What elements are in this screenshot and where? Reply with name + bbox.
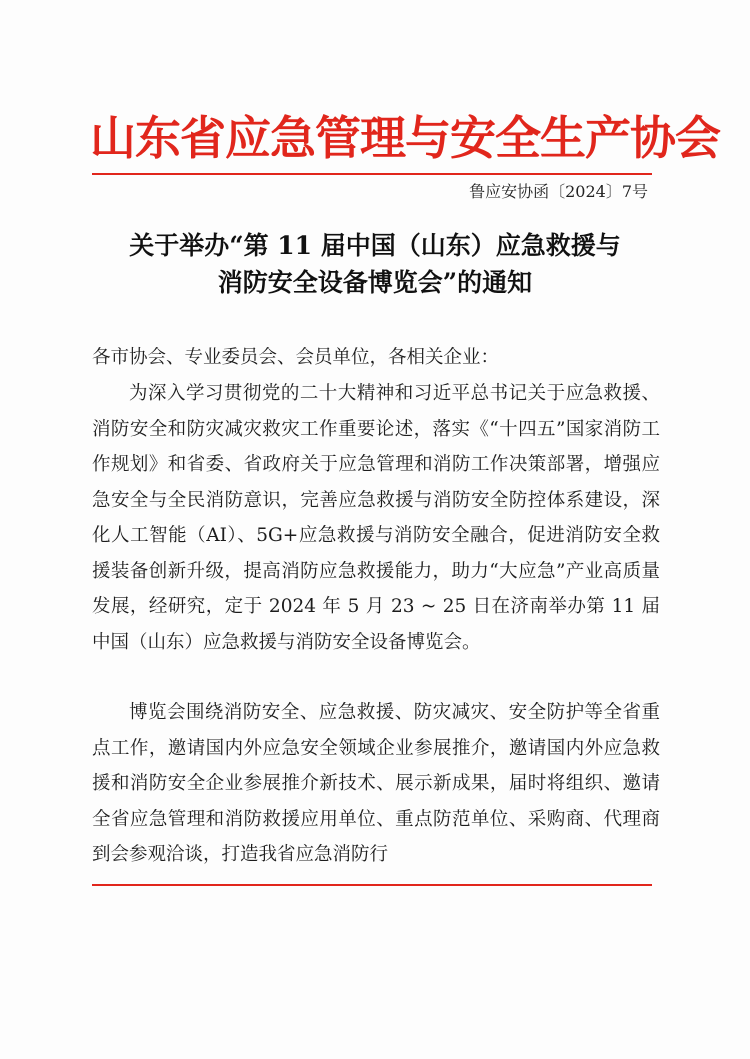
notice-title-line-2: 消防安全设备博览会”的通知 — [217, 268, 533, 297]
notice-title-line-1: 关于举办“第 11 届中国（山东）应急救援与 — [129, 231, 621, 260]
document-number: 鲁应安协函〔2024〕7号 — [469, 182, 648, 201]
footer-red-rule — [92, 884, 652, 886]
body-paragraph-1: 为深入学习贯彻党的二十大精神和习近平总书记关于应急救援、消防安全和防灾减灾救灾工作重要论述，落实《“十四五”国家消防工作规划》和省委、省政府关于应急管理和消防工作决策部署，增强应急安全与全民消防意识，完善应急救援与消防安全防控体系建设，深化人工智能（AI）、5G+应急救援与消防安全融合，促进消防安全救援装备创新升级，提高消防应急救援能力，助力“大应急”产业高质量发展，经研究，定于 2024 年 5 月 23 ~ 25 日在济南举办第 11 届中国（山东）应急救援与消防安全设备博览会。 — [92, 383, 660, 653]
salutation: 各市协会、专业委员会、会员单位，各相关企业： — [92, 347, 500, 368]
body-paragraph-2: 博览会围绕消防安全、应急救援、防灾减灾、安全防护等全省重点工作，邀请国内外应急安全领域企业参展推介，邀请国内外应急救援和消防安全企业参展推介新技术、展示新成果，届时将组织、邀请全省应急管理和消防救援应用单位、重点防范单位、采购商、代理商到会参观洽谈，打造我省应急消防行 — [92, 702, 660, 865]
letterhead-org-name: 山东省应急管理与安全生产协会 — [90, 111, 720, 165]
letterhead-red-rule — [92, 173, 652, 175]
